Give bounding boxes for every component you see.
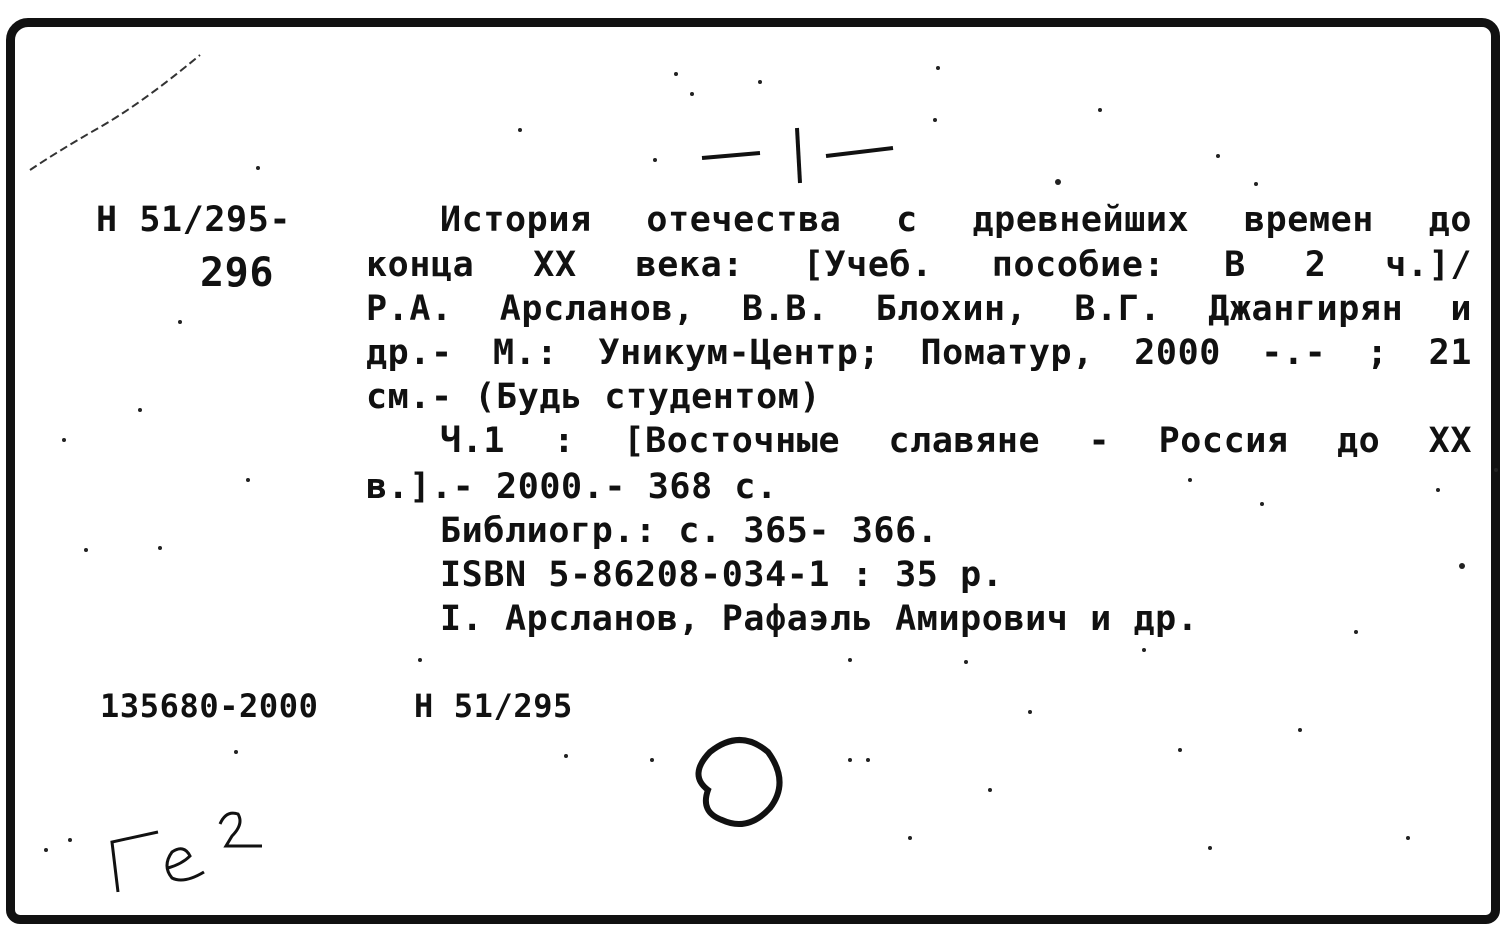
accession-number: 135680-2000 xyxy=(100,687,319,725)
title-line-1: История отечества с древнейших времен до xyxy=(440,200,1472,240)
title-line-2: конца XX века: [Учеб. пособие: В 2 ч.]/ xyxy=(366,245,1472,285)
call-number-sub: 296 xyxy=(200,250,275,296)
bibliography-note: Библиогр.: с. 365- 366. xyxy=(440,511,939,551)
volume-line-2: в.].- 2000.- 368 с. xyxy=(366,467,778,507)
publisher-line: др.- М.: Уникум-Центр; Поматур, 2000 -.- ; 21 xyxy=(366,333,1472,373)
series-line: см.- (Будь студентом) xyxy=(366,377,822,417)
call-number-main: Н 51/295- xyxy=(96,200,292,240)
isbn-line: ISBN 5-86208-034-1 : 35 р. xyxy=(440,555,1004,595)
authors-line: Р.А. Арсланов, В.В. Блохин, В.Г. Джангирян и xyxy=(366,289,1472,329)
volume-line-1: Ч.1 : [Восточные славяне - Россия до XX xyxy=(440,421,1472,461)
shelf-mark: Н 51/295 xyxy=(414,687,573,725)
added-entry-line: I. Арсланов, Рафаэль Амирович и др. xyxy=(440,599,1199,639)
